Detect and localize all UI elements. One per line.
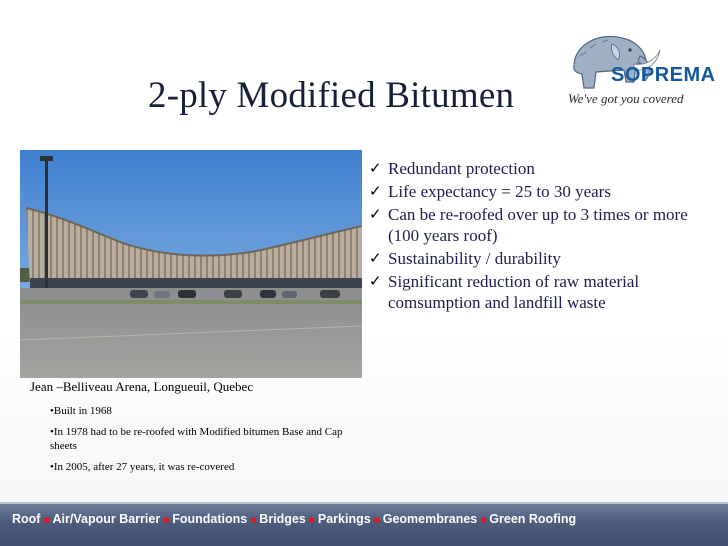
- bullet-text: Life expectancy = 25 to 30 years: [388, 182, 611, 201]
- note-item: •Built in 1968: [50, 405, 112, 417]
- slide-title: 2-ply Modified Bitumen: [148, 75, 515, 116]
- logo-tagline: We've got you covered: [568, 91, 684, 106]
- footer-product-line: [12, 512, 576, 526]
- separator-icon: ■: [163, 515, 170, 526]
- footer-item-air-vapour-barrier: Air/Vapour Barrier: [52, 512, 161, 526]
- separator-icon: ■: [373, 515, 380, 526]
- footer-item-geomembranes: Geomembranes: [382, 512, 478, 526]
- separator-icon: ■: [250, 515, 257, 526]
- bullet-item: [369, 204, 714, 246]
- checkmark-icon: ✓: [369, 205, 382, 223]
- note-item: •In 1978 had to be re-roofed with Modified bitumen Base and Cap sheets: [50, 426, 343, 452]
- footer-item-roof: Roof: [12, 512, 41, 526]
- building-photo: [20, 150, 362, 378]
- bullet-text: Sustainability / durability: [388, 249, 561, 268]
- notes-list: [50, 404, 370, 481]
- checkmark-icon: ✓: [369, 249, 382, 267]
- bullet-text: Redundant protection: [388, 159, 535, 178]
- photo-caption: Jean –Belliveau Arena, Longueuil, Quebec: [30, 379, 254, 394]
- bullet-list: [369, 158, 714, 315]
- separator-icon: ■: [43, 515, 50, 526]
- bullet-item: [369, 248, 714, 269]
- footer-item-green-roofing: Green Roofing: [489, 512, 577, 526]
- separator-icon: ■: [308, 515, 315, 526]
- footer-item-foundations: Foundations: [172, 512, 248, 526]
- bullet-item: [369, 158, 714, 179]
- checkmark-icon: ✓: [369, 272, 382, 290]
- checkmark-icon: ✓: [369, 182, 382, 200]
- bullet-item: [369, 181, 714, 202]
- bullet-text: Can be re-roofed over up to 3 times or more (100 years roof): [388, 205, 688, 245]
- checkmark-icon: ✓: [369, 159, 382, 177]
- bullet-text: Significant reduction of raw material comsumption and landfill waste: [388, 272, 640, 312]
- separator-icon: ■: [480, 515, 487, 526]
- footer-item-bridges: Bridges: [259, 512, 306, 526]
- bullet-item: [369, 271, 714, 313]
- logo-wordmark: SOPREMA: [611, 64, 716, 86]
- note-item: •In 2005, after 27 years, it was re-covered: [50, 461, 235, 473]
- footer-divider: [0, 502, 728, 504]
- footer-item-parkings: Parkings: [317, 512, 371, 526]
